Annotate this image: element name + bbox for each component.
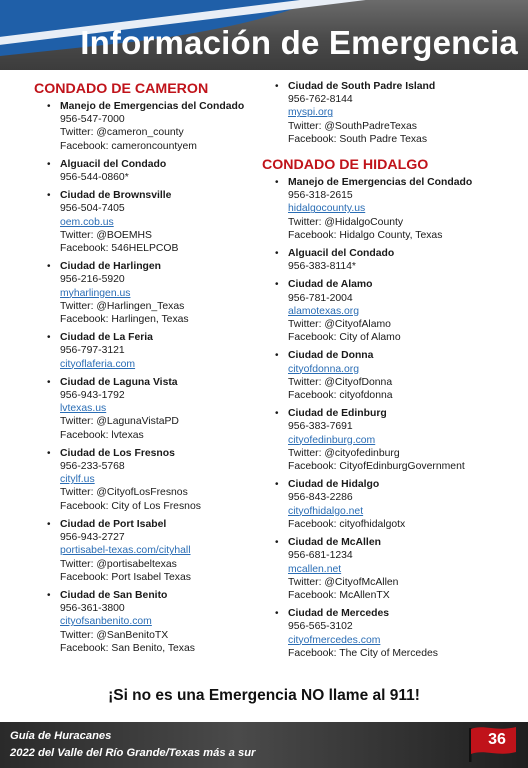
contact-twitter: Twitter: @CityofAlamo — [288, 319, 391, 331]
contact-name: • Ciudad de Harlingen — [60, 261, 162, 273]
right-column — [262, 80, 522, 665]
contact-entry — [34, 158, 264, 184]
contact-website-link[interactable]: alamotexas.org — [288, 305, 360, 317]
contact-facebook: Facebook: City of Los Fresnos — [60, 500, 201, 512]
page-header — [0, 0, 528, 70]
contact-name: • Ciudad de McAllen — [288, 537, 381, 549]
page-title: Información de Emergencia — [80, 24, 518, 61]
contact-twitter: Twitter: @CityofLosFresnos — [60, 487, 188, 499]
contact-name: • Ciudad de Los Fresnos — [60, 447, 175, 459]
contact-twitter: Twitter: @cityofedinburg — [288, 447, 400, 459]
contact-facebook: Facebook: cityofdonna — [288, 390, 393, 402]
cameron-contact-list — [34, 100, 264, 655]
guide-title: Guía de Huracanes — [10, 730, 112, 742]
south-padre-contact-list — [262, 80, 522, 146]
contact-facebook: Facebook: CityofEdinburgGovernment — [288, 461, 465, 473]
contact-entry — [262, 80, 522, 146]
county-heading-hidalgo: CONDADO DE HIDALGO — [262, 157, 429, 174]
contact-name: • Ciudad de Donna — [288, 350, 374, 362]
contact-facebook: Facebook: McAllenTX — [288, 589, 390, 601]
contact-entry — [34, 331, 264, 371]
non-emergency-notice: ¡Si no es una Emergencia NO llame al 911! — [108, 687, 420, 704]
contact-twitter: Twitter: @LagunaVistaPD — [60, 416, 179, 428]
contact-twitter: Twitter: @HidalgoCounty — [288, 216, 404, 228]
contact-phone: 956-361-3800 — [60, 603, 125, 615]
page-number: 36 — [488, 731, 506, 748]
contact-facebook: Facebook: 546HELPCOB — [60, 243, 179, 255]
contact-twitter: Twitter: @cameron_county — [60, 127, 184, 139]
guide-subtitle: 2022 del Valle del Río Grande/Texas más a sur — [10, 747, 256, 759]
contact-entry — [262, 278, 522, 344]
contact-website-link[interactable]: oem.cob.us — [60, 216, 114, 228]
contact-phone: 956-504-7405 — [60, 203, 125, 215]
contact-facebook: Facebook: San Benito, Texas — [60, 642, 195, 654]
contact-twitter: Twitter: @CityofMcAllen — [288, 576, 399, 588]
contact-website-link[interactable]: cityofedinburg.com — [288, 434, 376, 446]
contact-phone: 956-681-1234 — [288, 550, 353, 562]
contact-name: • Manejo de Emergencias del Condado — [288, 177, 473, 189]
contact-twitter: Twitter: @SanBenitoTX — [60, 629, 169, 641]
contact-website-link[interactable]: myspi.org — [288, 107, 334, 119]
contact-entry — [262, 349, 522, 402]
contact-entry — [34, 100, 264, 153]
contact-entry — [262, 407, 522, 473]
contact-facebook: Facebook: Hidalgo County, Texas — [288, 229, 443, 241]
footer-bar — [0, 722, 528, 768]
contact-website-link[interactable]: cityofmercedes.com — [288, 634, 381, 646]
contact-website-link[interactable]: citylf.us — [60, 474, 95, 486]
hidalgo-contact-list — [262, 176, 522, 660]
contact-phone: 956-383-7691 — [288, 421, 353, 433]
contact-entry — [34, 376, 264, 442]
contact-phone: 956-762-8144 — [288, 94, 353, 106]
contact-website-link[interactable]: portisabel-texas.com/cityhall — [60, 545, 191, 557]
contact-facebook: Facebook: The City of Mercedes — [288, 647, 438, 659]
contact-phone: 956-843-2286 — [288, 492, 353, 504]
contact-website-link[interactable]: hidalgocounty.us — [288, 203, 366, 215]
county-heading-cameron: CONDADO DE CAMERON — [34, 81, 209, 97]
contact-entry — [262, 607, 522, 660]
contact-phone: 956-781-2004 — [288, 292, 353, 304]
contact-phone: 956-797-3121 — [60, 345, 125, 357]
contact-name: • Ciudad de Brownsville — [60, 190, 172, 202]
contact-website-link[interactable]: cityofdonna.org — [288, 363, 360, 375]
contact-name: • Ciudad de La Feria — [60, 332, 153, 344]
contact-entry — [262, 478, 522, 531]
contact-website-link[interactable]: cityofsanbenito.com — [60, 616, 152, 628]
contact-phone: 956-943-2727 — [60, 532, 125, 544]
contact-website-link[interactable]: cityofhidalgo.net — [288, 505, 364, 517]
contact-facebook: Facebook: cameroncountyem — [60, 140, 197, 152]
contact-name: • Ciudad de Edinburg — [288, 408, 387, 420]
contact-phone: 956-547-7000 — [60, 114, 125, 126]
left-column — [34, 80, 264, 660]
contact-name: • Ciudad de Hidalgo — [288, 479, 380, 491]
contact-phone: 956-383-8114* — [288, 261, 356, 273]
contact-twitter: Twitter: @Harlingen_Texas — [60, 300, 185, 312]
contact-phone: 956-544-0860* — [60, 172, 129, 184]
contact-name: • Ciudad de Alamo — [288, 279, 373, 291]
contact-entry — [34, 518, 264, 584]
contact-entry — [34, 589, 264, 655]
contact-entry — [34, 447, 264, 513]
contact-entry — [262, 176, 522, 242]
contact-facebook: Facebook: South Padre Texas — [288, 133, 428, 145]
contact-twitter: Twitter: @portisabeltexas — [60, 558, 177, 570]
contact-twitter: Twitter: @BOEMHS — [60, 229, 152, 241]
contact-phone: 956-565-3102 — [288, 621, 353, 633]
contact-name: • Ciudad de Mercedes — [288, 608, 390, 620]
contact-twitter: Twitter: @CityofDonna — [288, 376, 393, 388]
contact-website-link[interactable]: cityoflaferia.com — [60, 358, 136, 370]
contact-name: • Manejo de Emergencias del Condado — [60, 101, 245, 112]
contact-phone: 956-216-5920 — [60, 274, 125, 286]
contact-facebook: Facebook: lvtexas — [60, 429, 144, 441]
contact-website-link[interactable]: lvtexas.us — [60, 403, 107, 415]
contact-facebook: Facebook: City of Alamo — [288, 332, 401, 344]
contact-facebook: Facebook: Port Isabel Texas — [60, 571, 191, 583]
contact-phone: 956-318-2615 — [288, 190, 353, 202]
contact-name: • Ciudad de South Padre Island — [288, 81, 436, 92]
contact-entry — [34, 260, 264, 326]
contact-website-link[interactable]: myharlingen.us — [60, 287, 131, 299]
contact-phone: 956-943-1792 — [60, 390, 125, 402]
contact-twitter: Twitter: @SouthPadreTexas — [288, 120, 417, 132]
contact-facebook: Facebook: Harlingen, Texas — [60, 314, 189, 326]
contact-entry — [262, 247, 522, 273]
contact-entry — [34, 189, 264, 255]
contact-name: • Ciudad de San Benito — [60, 589, 168, 601]
contact-name: • Ciudad de Laguna Vista — [60, 376, 178, 388]
contact-name: • Alguacil del Condado — [60, 158, 167, 170]
contact-website-link[interactable]: mcallen.net — [288, 563, 342, 575]
contact-facebook: Facebook: cityofhidalgotx — [288, 518, 406, 530]
contact-phone: 956-233-5768 — [60, 461, 125, 473]
contact-entry — [262, 536, 522, 602]
contact-name: • Ciudad de Port Isabel — [60, 518, 167, 530]
contact-name: • Alguacil del Condado — [288, 248, 395, 260]
